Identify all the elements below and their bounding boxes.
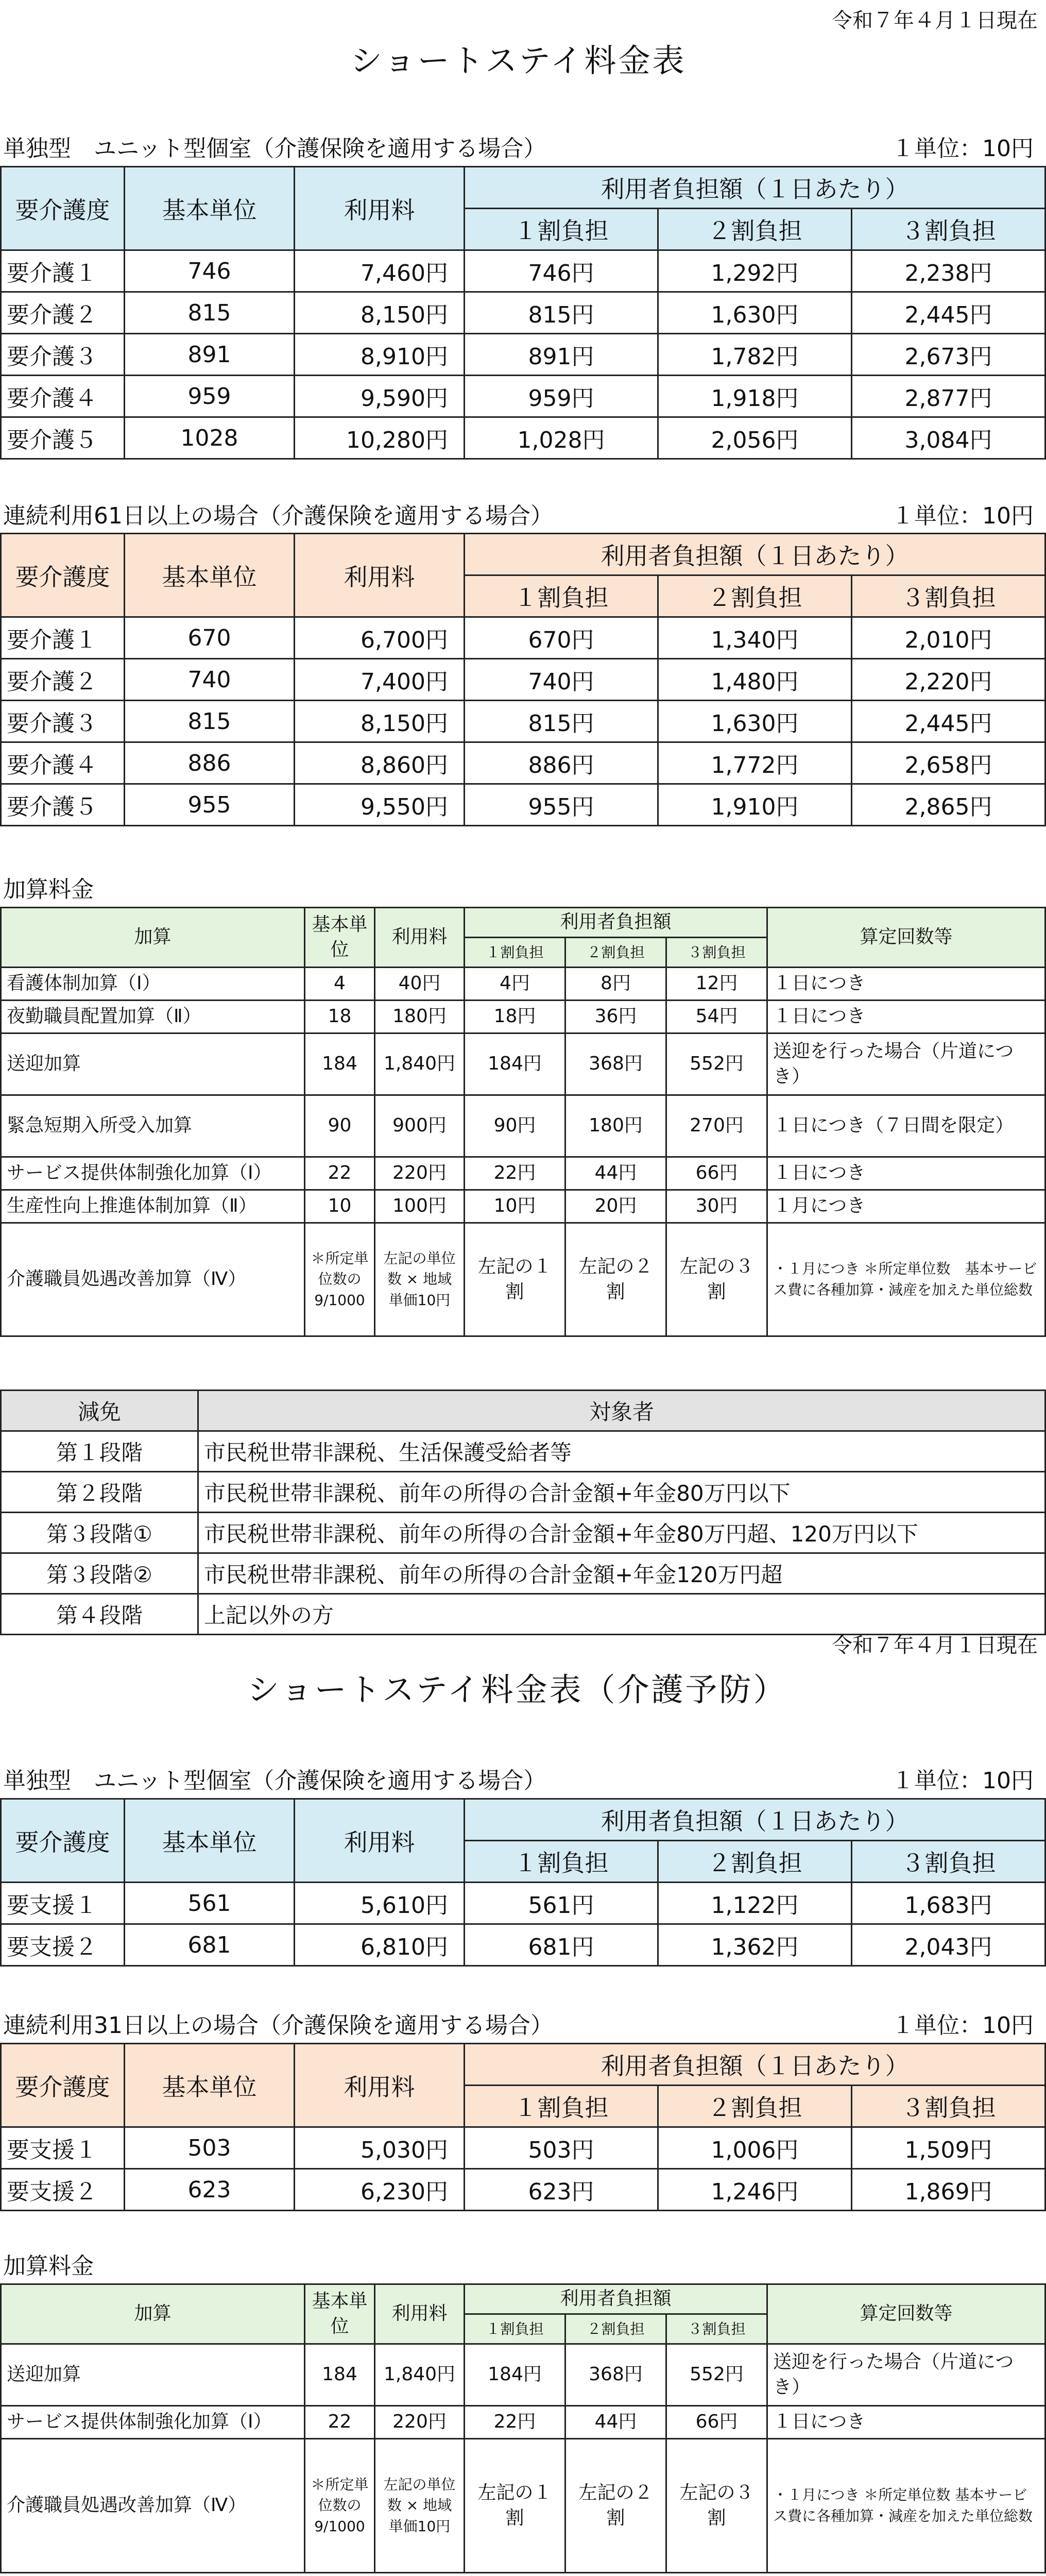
cell: 第３段階① [1,1513,198,1553]
header-b3: ３割負担 [852,2086,1045,2127]
cell: 2,445円 [852,701,1045,742]
reduction-table [0,1389,1046,1635]
section-label-3: 加算料金 [3,876,94,903]
cell: 44円 [565,1157,666,1190]
table-row [1,376,1045,417]
cell: 市民税世帯非課税、前年の所得の合計金額+年金80万円以下 [198,1472,1045,1513]
cell: 22 [305,1157,375,1190]
table-row [1,701,1045,742]
cell: ＊所定単位数の9/1000 [305,2439,375,2573]
cell: 815円 [465,292,658,334]
cell: 3,084円 [852,417,1045,459]
cell: 36円 [565,1001,666,1033]
cell: 10,280円 [295,417,465,459]
cell: 815円 [465,701,658,742]
cell: 要支援１ [1,1883,125,1924]
table-row [1,784,1045,826]
cell: 要介護５ [1,784,125,826]
cell: 要介護４ [1,376,125,417]
cell: 184円 [465,2344,565,2406]
header-kasan: 加算 [1,2284,305,2344]
cell: 1,292円 [658,250,852,292]
table-row [1,2439,1045,2573]
cell: 1,782円 [658,334,852,376]
header-b3: ３割負担 [852,209,1045,250]
cell: 2,220円 [852,659,1045,701]
header-level: 要介護度 [1,1799,125,1883]
header-count: 算定回数等 [767,908,1045,968]
cell: 送迎を行った場合（片道につき） [767,2344,1045,2406]
table-row [1,417,1045,459]
cell: 1,840円 [375,2344,465,2406]
cell: 5,030円 [295,2127,465,2169]
cell: 左記の２割 [565,1223,666,1336]
table-row [1,1594,1045,1635]
cell: 第４段階 [1,1594,198,1635]
table-row [1,2406,1045,2439]
cell: 9,550円 [295,784,465,826]
header-fee: 利用料 [295,534,465,617]
table-row [1,659,1045,701]
header-b2: ２割負担 [565,938,666,968]
cell: 2,043円 [852,1924,1045,1966]
cell: 886円 [465,742,658,784]
cell: 7,460円 [295,250,465,292]
cell: 1,028円 [465,417,658,459]
cell: 891円 [465,334,658,376]
cell: サービス提供体制強化加算（Ⅰ） [1,1157,305,1190]
cell: 要介護４ [1,742,125,784]
header-level: 要介護度 [1,2044,125,2127]
cell: １日につき [767,1001,1045,1033]
table-row [1,250,1045,292]
section-label-1: 単独型 ユニット型個室（介護保険を適用する場合） [3,135,546,162]
header-b3: ３割負担 [666,2314,767,2344]
table-row [1,1883,1045,1924]
cell: 第３段階② [1,1553,198,1594]
header-b3: ３割負担 [852,1841,1045,1883]
cell: 介護職員処遇改善加算（Ⅳ） [1,1223,305,1336]
header-b1: １割負担 [465,209,658,250]
table-row [1,1157,1045,1190]
cell: 8円 [565,968,666,1001]
cell: 8,860円 [295,742,465,784]
addon-table [0,907,1046,1337]
header-fee: 利用料 [375,2284,465,2344]
cell: 1,910円 [658,784,852,826]
cell: 6,700円 [295,617,465,659]
cell: 要支援２ [1,2169,125,2211]
fee-table-support [0,1798,1046,1967]
cell: 1,246円 [658,2169,852,2211]
cell: 959円 [465,376,658,417]
cell: １日につき（７日間を限定） [767,1095,1045,1157]
cell: 左記の単位数 × 地域単価10円 [375,1223,465,1336]
cell: 要介護３ [1,334,125,376]
cell: 681円 [465,1924,658,1966]
cell: 要支援１ [1,2127,125,2169]
header-b1: １割負担 [465,1841,658,1883]
cell: 368円 [565,2344,666,2406]
cell: 746円 [465,250,658,292]
cell: 20円 [565,1190,666,1223]
header-b1: １割負担 [465,2086,658,2127]
cell: 955円 [465,784,658,826]
cell: 740円 [465,659,658,701]
header-count: 算定回数等 [767,2284,1045,2344]
cell: １日につき [767,968,1045,1001]
cell: 12円 [666,968,767,1001]
cell: 4 [305,968,375,1001]
cell: 22円 [465,1157,565,1190]
cell: 1,509円 [852,2127,1045,2169]
cell: 市民税世帯非課税、前年の所得の合計金額+年金80万円超、120万円以下 [198,1513,1045,1553]
cell: １日につき [767,1157,1045,1190]
table-row [1,292,1045,334]
section-label-7: 加算料金 [3,2253,94,2279]
cell: 552円 [666,1033,767,1095]
cell: 左記の３割 [666,2439,767,2573]
cell: 看護体制加算（Ⅰ） [1,968,305,1001]
cell: 815 [125,292,295,334]
cell: ＊所定単位数の9/1000 [305,1223,375,1336]
header-kasan: 加算 [1,908,305,968]
cell: 左記の２割 [565,2439,666,2573]
cell: 夜勤職員配置加算（Ⅱ） [1,1001,305,1033]
cell: 220円 [375,2406,465,2439]
cell: 503 [125,2127,295,2169]
cell: 740 [125,659,295,701]
cell: 市民税世帯非課税、前年の所得の合計金額+年金120万円超 [198,1553,1045,1594]
header-burden: 利用者負担額 [465,2284,767,2314]
header-fee: 利用料 [375,908,465,968]
cell: 100円 [375,1190,465,1223]
cell: 1,918円 [658,376,852,417]
header-reduction: 減免 [1,1391,198,1431]
section-label-2: 連続利用61日以上の場合（介護保険を適用する場合） [3,503,553,529]
cell: 1,683円 [852,1883,1045,1924]
cell: 670 [125,617,295,659]
cell: 1,630円 [658,292,852,334]
header-level: 要介護度 [1,167,125,250]
cell: 2,865円 [852,784,1045,826]
cell: 180円 [565,1095,666,1157]
cell: 815 [125,701,295,742]
cell: 54円 [666,1001,767,1033]
cell: 623 [125,2169,295,2211]
cell: 要介護３ [1,701,125,742]
cell: 1,840円 [375,1033,465,1095]
cell: 上記以外の方 [198,1594,1045,1635]
cell: ・１月につき ＊所定単位数 基本サービス費に各種加算・減産を加えた単位総数 [767,1223,1045,1336]
cell: 561円 [465,1883,658,1924]
fee-table-care [0,166,1046,460]
cell: 681 [125,1924,295,1966]
cell: 要支援２ [1,1924,125,1966]
header-b2: ２割負担 [658,575,852,617]
cell: １月につき [767,1190,1045,1223]
cell: 4円 [465,968,565,1001]
cell: 1,006円 [658,2127,852,2169]
cell: 2,238円 [852,250,1045,292]
cell: 670円 [465,617,658,659]
header-burden: 利用者負担額 [465,908,767,938]
cell: 886 [125,742,295,784]
cell: 市民税世帯非課税、生活保護受給者等 [198,1431,1045,1472]
cell: 66円 [666,2406,767,2439]
cell: 746 [125,250,295,292]
header-b2: ２割負担 [565,2314,666,2344]
date-2: 令和７年４月１日現在 [832,1634,1038,1657]
header-b1: １割負担 [465,938,565,968]
table-row [1,1513,1045,1553]
page-title-2: ショートステイ料金表（介護予防） [247,1671,787,1708]
header-fee: 利用料 [295,167,465,250]
cell: 第１段階 [1,1431,198,1472]
cell: 6,230円 [295,2169,465,2211]
cell: 8,150円 [295,701,465,742]
cell: ・１月につき ＊所定単位数 基本サービス費に各種加算・減産を加えた単位総数 [767,2439,1045,2573]
cell: 2,010円 [852,617,1045,659]
table-row [1,1033,1045,1095]
cell: 左記の３割 [666,1223,767,1336]
header-fee: 利用料 [295,1799,465,1883]
header-base: 基本単位 [125,534,295,617]
cell: 270円 [666,1095,767,1157]
header-base: 基本単位 [305,2284,375,2344]
cell: 30円 [666,1190,767,1223]
header-b1: １割負担 [465,575,658,617]
cell: 900円 [375,1095,465,1157]
addon-table-support [0,2283,1046,2573]
section-label-6: 連続利用31日以上の場合（介護保険を適用する場合） [3,2012,553,2039]
cell: 66円 [666,1157,767,1190]
cell: 介護職員処遇改善加算（Ⅳ） [1,2439,305,2573]
header-target: 対象者 [198,1391,1045,1431]
cell: 9,590円 [295,376,465,417]
cell: 220円 [375,1157,465,1190]
header-burden: 利用者負担額（１日あたり） [465,1799,1045,1841]
header-b3: ３割負担 [666,938,767,968]
header-base: 基本単位 [125,2044,295,2127]
table-row [1,2344,1045,2406]
table-row [1,617,1045,659]
table-row [1,1472,1045,1513]
cell: 180円 [375,1001,465,1033]
header-level: 要介護度 [1,534,125,617]
cell: 左記の１割 [465,2439,565,2573]
unit-label-5: １単位：10円 [891,1768,1034,1794]
cell: 891 [125,334,295,376]
cell: 送迎を行った場合（片道につき） [767,1033,1045,1095]
cell: 368円 [565,1033,666,1095]
date-1: 令和７年４月１日現在 [832,9,1038,32]
cell: 184 [305,2344,375,2406]
cell: 送迎加算 [1,2344,305,2406]
unit-label-2: １単位：10円 [891,503,1034,529]
table-row [1,742,1045,784]
table-row [1,1001,1045,1033]
header-burden: 利用者負担額（１日あたり） [465,167,1045,209]
cell: 1,630円 [658,701,852,742]
unit-label-1: １単位：10円 [891,135,1034,162]
header-b3: ３割負担 [852,575,1045,617]
cell: 第２段階 [1,1472,198,1513]
header-base: 基本単位 [125,1799,295,1883]
cell: 2,877円 [852,376,1045,417]
cell: 18 [305,1001,375,1033]
cell: 要介護５ [1,417,125,459]
cell: 1,340円 [658,617,852,659]
table-row [1,2169,1045,2211]
cell: 623円 [465,2169,658,2211]
cell: 90 [305,1095,375,1157]
unit-label-6: １単位：10円 [891,2012,1034,2039]
cell: 10円 [465,1190,565,1223]
cell: 18円 [465,1001,565,1033]
table-row [1,1553,1045,1594]
cell: サービス提供体制強化加算（Ⅰ） [1,2406,305,2439]
cell: 2,056円 [658,417,852,459]
cell: 7,400円 [295,659,465,701]
cell: 1,122円 [658,1883,852,1924]
cell: 5,610円 [295,1883,465,1924]
table-row [1,968,1045,1001]
cell: 184円 [465,1033,565,1095]
table-row [1,334,1045,376]
cell: 2,445円 [852,292,1045,334]
cell: 2,673円 [852,334,1045,376]
cell: 959 [125,376,295,417]
cell: 1,772円 [658,742,852,784]
cell: 要介護１ [1,617,125,659]
cell: 要介護２ [1,292,125,334]
cell: １日につき [767,2406,1045,2439]
page-title-1: ショートステイ料金表 [350,42,687,79]
table-row [1,1431,1045,1472]
header-base: 基本単位 [125,167,295,250]
cell: 要介護１ [1,250,125,292]
cell: 1,869円 [852,2169,1045,2211]
cell: 90円 [465,1095,565,1157]
header-fee: 利用料 [295,2044,465,2127]
cell: 552円 [666,2344,767,2406]
cell: 送迎加算 [1,1033,305,1095]
cell: 生産性向上推進体制加算（Ⅱ） [1,1190,305,1223]
cell: 6,810円 [295,1924,465,1966]
header-burden: 利用者負担額（１日あたり） [465,534,1045,575]
cell: 1,480円 [658,659,852,701]
header-b2: ２割負担 [658,2086,852,2127]
cell: 40円 [375,968,465,1001]
cell: 10 [305,1190,375,1223]
cell: 1,362円 [658,1924,852,1966]
cell: 8,910円 [295,334,465,376]
header-b1: １割負担 [465,2314,565,2344]
cell: 緊急短期入所受入加算 [1,1095,305,1157]
fee-table-support-31days [0,2043,1046,2211]
cell: 左記の単位数 × 地域単価10円 [375,2439,465,2573]
cell: 22 [305,2406,375,2439]
fee-table-care-61days [0,533,1046,826]
cell: 22円 [465,2406,565,2439]
cell: 2,658円 [852,742,1045,784]
cell: 要介護２ [1,659,125,701]
header-b2: ２割負担 [658,209,852,250]
table-row [1,1223,1045,1336]
cell: 8,150円 [295,292,465,334]
cell: 561 [125,1883,295,1924]
cell: 503円 [465,2127,658,2169]
cell: 44円 [565,2406,666,2439]
section-label-5: 単独型 ユニット型個室（介護保険を適用する場合） [3,1768,546,1794]
cell: 184 [305,1033,375,1095]
header-base: 基本単位 [305,908,375,968]
cell: 左記の１割 [465,1223,565,1336]
table-row [1,2127,1045,2169]
cell: 955 [125,784,295,826]
table-row [1,1190,1045,1223]
table-row [1,1095,1045,1157]
table-row [1,1924,1045,1966]
header-b2: ２割負担 [658,1841,852,1883]
cell: 1028 [125,417,295,459]
header-burden: 利用者負担額（１日あたり） [465,2044,1045,2086]
